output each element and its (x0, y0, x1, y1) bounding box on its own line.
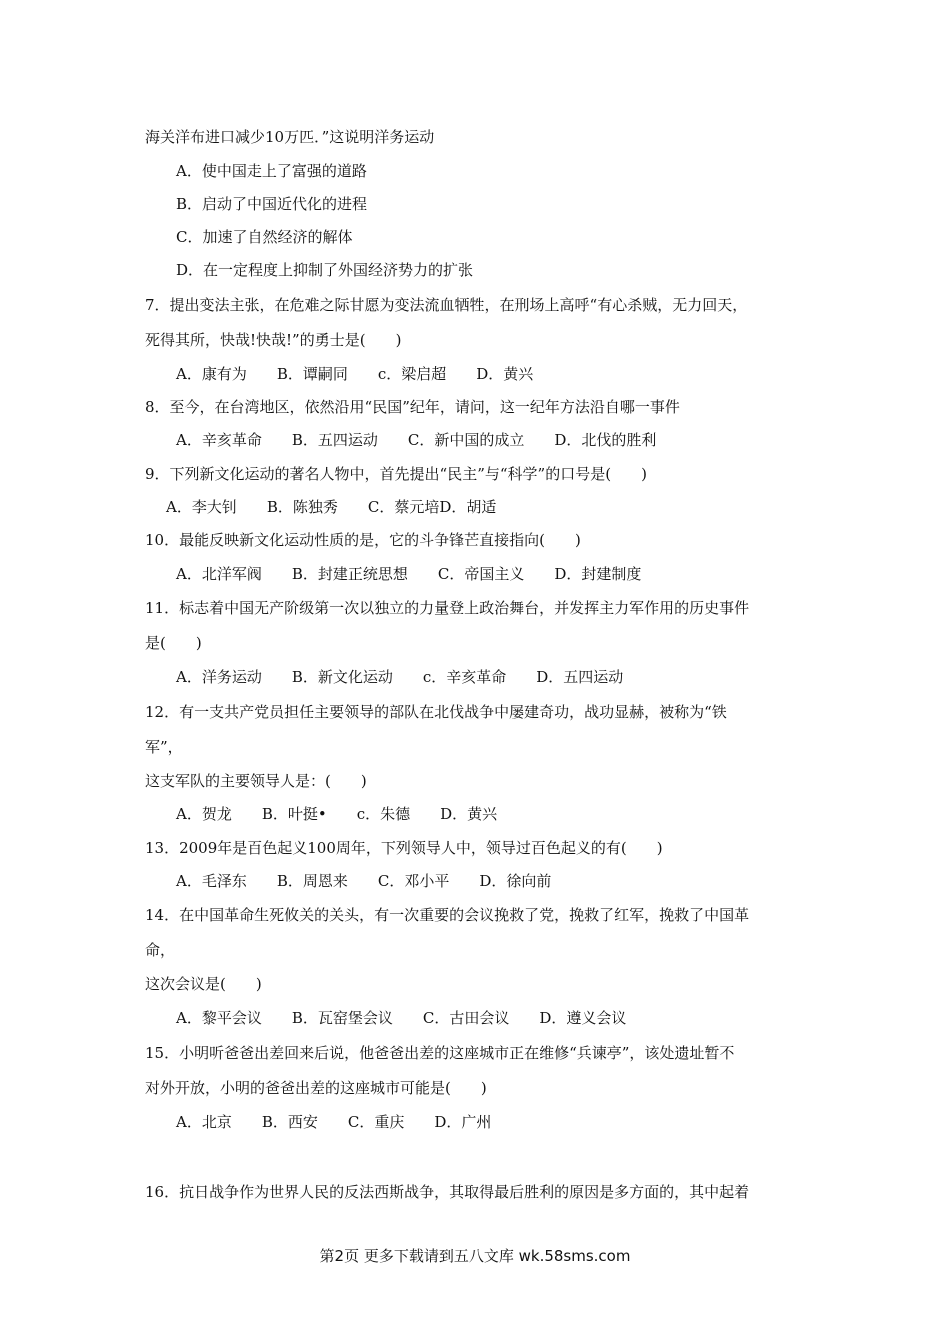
question-14-stem: 14．在中国革命生死攸关的关头，有一次重要的会议挽救了党，挽救了红军，挽救了中国革 (145, 906, 750, 924)
question-10-options: A．北洋军阀 B．封建正统思想 C．帝国主义 D．封建制度 (176, 565, 642, 583)
question-7-options: A．康有为 B．谭嗣同 c．梁启超 D．黄兴 (176, 365, 534, 383)
question-11-stem: 11．标志着中国无产阶级第一次以独立的力量登上政治舞台，并发挥主力军作用的历史事件 (145, 599, 750, 617)
question-8-options: A．辛亥革命 B．五四运动 C．新中国的成立 D．北伐的胜利 (176, 431, 657, 449)
question-14-stem-continued: 命， (145, 941, 176, 959)
question-16-stem: 16．抗日战争作为世界人民的反法西斯战争，其取得最后胜利的原因是多方面的，其中起着 (145, 1183, 750, 1201)
question-11-stem-continued: 是( ) (145, 634, 202, 652)
question-13-stem: 13．2009年是百色起义100周年，下列领导人中，领导过百色起义的有( ) (145, 839, 663, 857)
question-9-stem: 9．下列新文化运动的著名人物中，首先提出“民主”与“科学”的口号是( ) (145, 465, 647, 483)
question-12-stem-line3: 这支军队的主要领导人是：( ) (145, 772, 367, 790)
question-6-option-a: A．使中国走上了富强的道路 (176, 162, 367, 180)
question-14-options: A．黎平会议 B．瓦窑堡会议 C．古田会议 D．遵义会议 (176, 1009, 627, 1027)
question-11-options: A．洋务运动 B．新文化运动 c．辛亥革命 D．五四运动 (176, 668, 624, 686)
question-13-options: A．毛泽东 B．周恩来 C．邓小平 D．徐向前 (176, 872, 552, 890)
question-15-options: A．北京 B．西安 C．重庆 D．广州 (176, 1113, 492, 1131)
question-8-stem: 8．至今，在台湾地区，依然沿用“民国”纪年，请问，这一纪年方法沿自哪一事件 (145, 398, 680, 416)
question-7-stem-continued: 死得其所，快哉!快哉!”的勇士是( ) (145, 331, 402, 349)
question-10-stem: 10．最能反映新文化运动性质的是，它的斗争锋芒直接指向( ) (145, 531, 581, 549)
question-12-options: A．贺龙 B．叶挺• c．朱德 D．黄兴 (176, 805, 498, 823)
question-12-stem-continued: 军”， (145, 738, 183, 756)
question-12-stem: 12．有一支共产党员担任主要领导的部队在北伐战争中屡建奇功，战功显赫，被称为“铁 (145, 703, 727, 721)
question-14-stem-line3: 这次会议是( ) (145, 975, 262, 993)
question-7-stem: 7．提出变法主张，在危难之际甘愿为变法流血牺牲，在刑场上高呼“有心杀贼，无力回天， (145, 296, 748, 314)
question-6-stem-continued: 海关洋布进口减少10万匹．”这说明洋务运动 (145, 128, 435, 146)
question-6-option-b: B．启动了中国近代化的进程 (176, 195, 368, 213)
question-6-option-c: C．加速了自然经济的解体 (176, 228, 353, 246)
question-6-option-d: D．在一定程度上抑制了外国经济势力的扩张 (176, 261, 474, 279)
question-15-stem: 15．小明听爸爸出差回来后说，他爸爸出差的这座城市正在维修“兵谏亭”，该处遗址暂不 (145, 1044, 735, 1062)
question-15-stem-continued: 对外开放，小明的爸爸出差的这座城市可能是( ) (145, 1079, 487, 1097)
page-footer: 第2页 更多下载请到五八文库 wk.58sms.com (319, 1247, 631, 1265)
question-9-options: A．李大钊 B．陈独秀 C．蔡元培D．胡适 (166, 498, 497, 516)
